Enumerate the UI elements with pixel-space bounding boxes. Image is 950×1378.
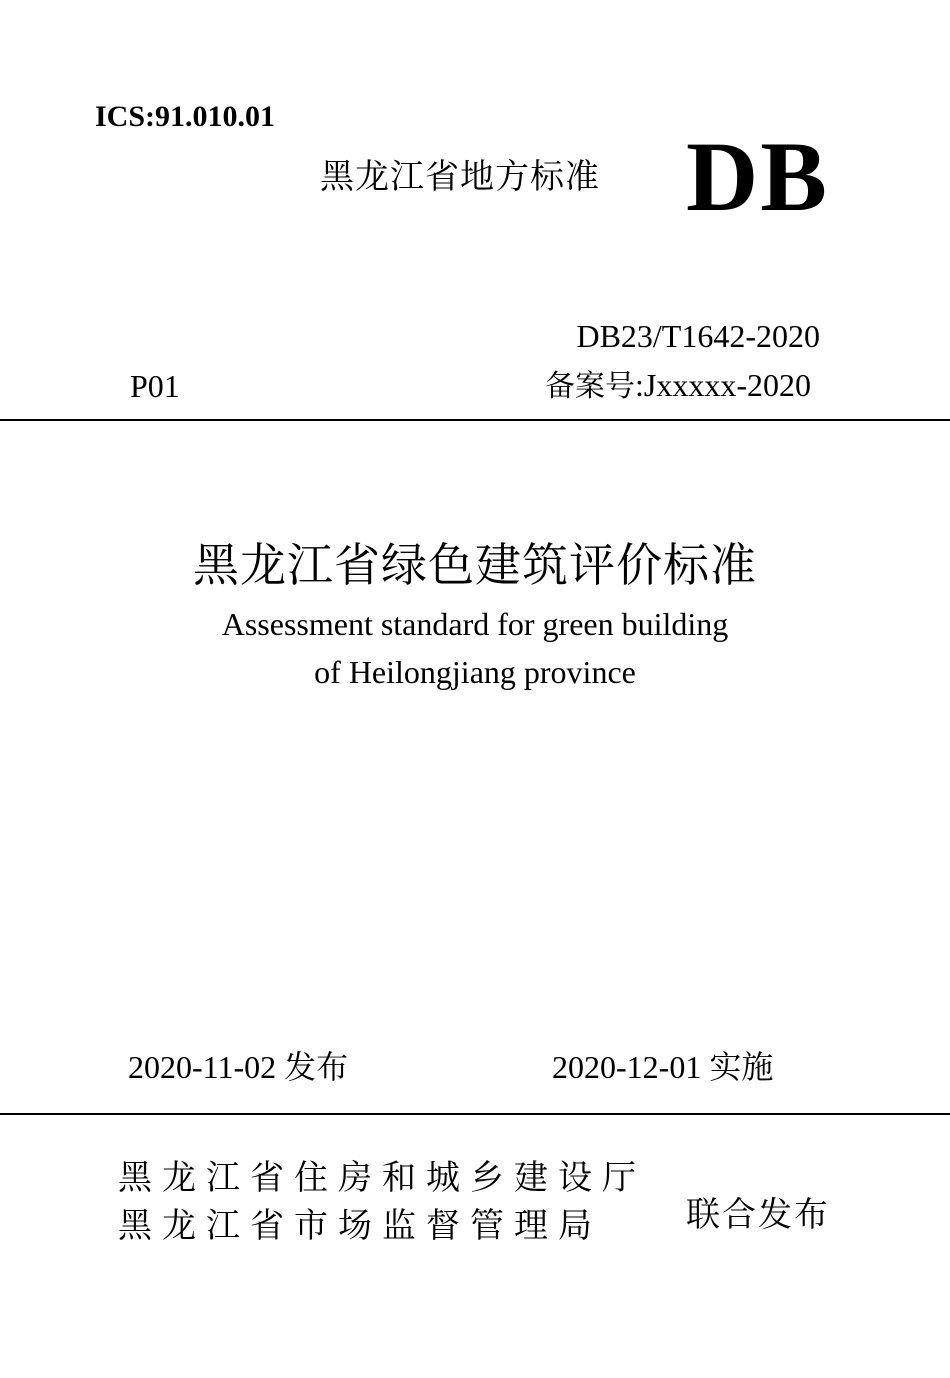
ics-code: ICS:91.010.01 [95,100,276,133]
implement-date: 2020-12-01 [552,1049,702,1085]
issue-label: 发布 [284,1048,349,1086]
standard-type: 黑龙江省地方标准 [320,157,600,197]
title-english-line2: of Heilongjiang province [314,654,636,690]
implement-date-line [552,1045,773,1089]
bottom-divider [0,1113,950,1115]
issue-date: 2020-11-02 [128,1049,277,1085]
issuer-housing-department: 黑龙江省住房和城乡建设厅 [118,1158,646,1198]
record-value: :Jxxxxx-2020 [635,367,811,403]
record-label: 备案号 [545,369,635,404]
title-english-line1: Assessment standard for green building [221,606,729,642]
issue-date-line [128,1045,348,1089]
implement-label: 实施 [709,1048,774,1086]
joint-issue-label: 联合发布 [686,1195,830,1235]
issuer-market-regulation: 黑龙江省市场监督管理局 [118,1206,602,1246]
classification-code: P01 [130,368,180,404]
record-number [545,364,811,408]
top-divider [0,419,950,421]
standard-number: DB23/T1642-2020 [576,318,820,354]
db-mark: DB [686,121,829,232]
title-chinese: 黑龙江省绿色建筑评价标准 [193,538,757,592]
